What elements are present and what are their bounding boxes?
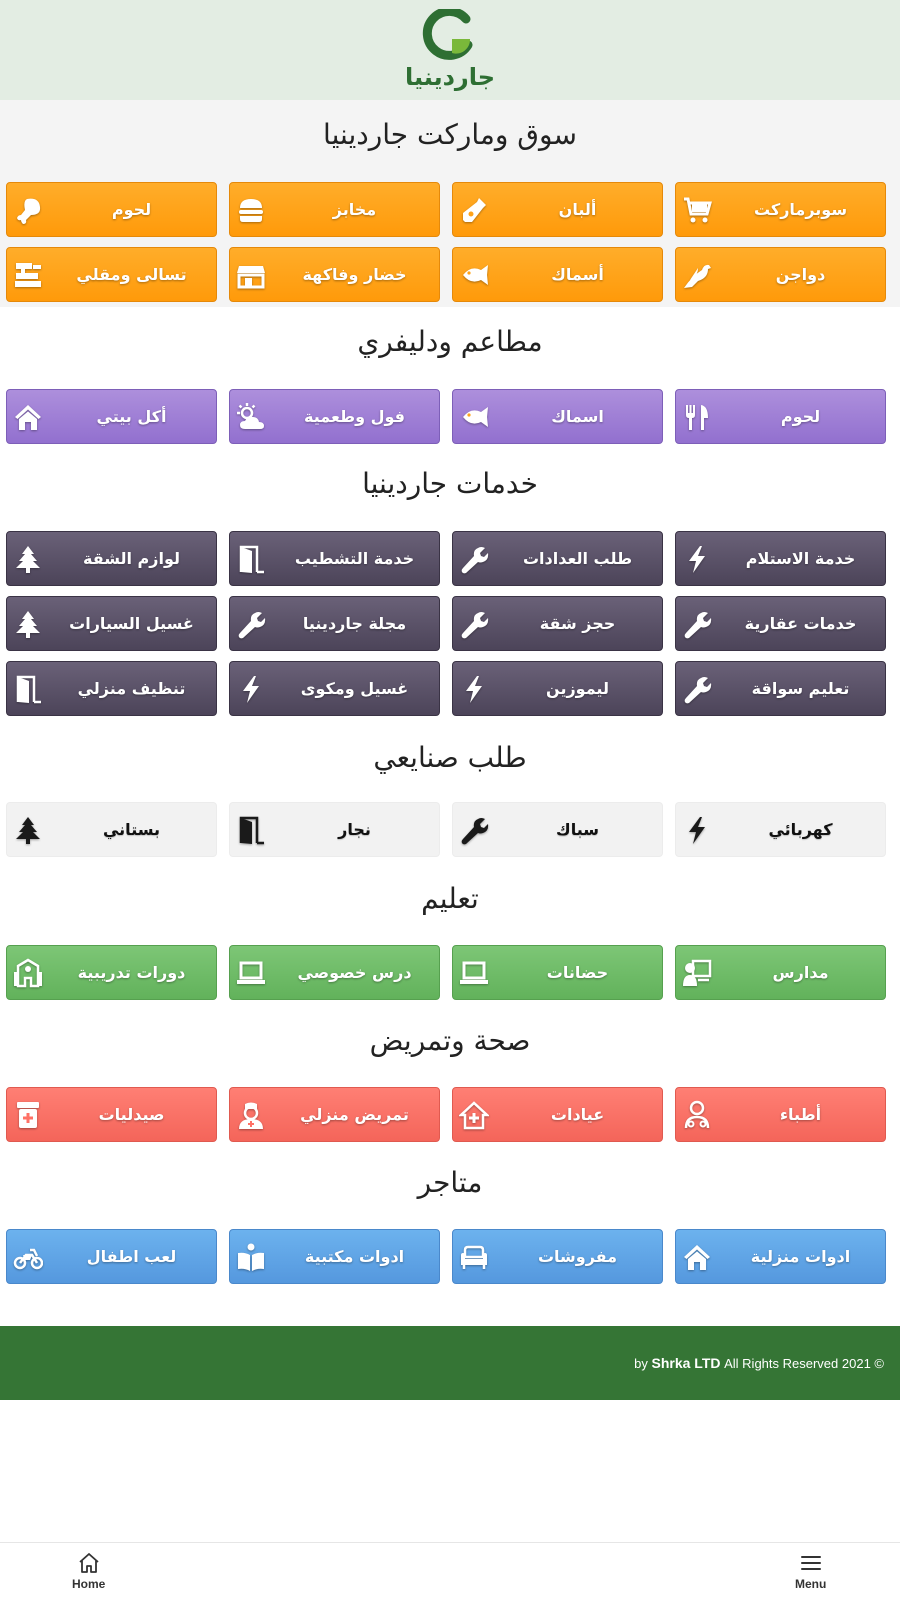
section-title: متاجر xyxy=(417,1166,483,1199)
category-button-label: لحوم xyxy=(780,407,821,426)
category-button[interactable] xyxy=(229,1087,440,1142)
laptop-icon xyxy=(236,958,266,988)
category-button-label: كهربائي xyxy=(768,820,833,839)
home-icon xyxy=(13,402,43,432)
cloud-sun-icon xyxy=(236,402,266,432)
category-button[interactable] xyxy=(675,247,886,302)
door-icon xyxy=(13,674,43,704)
category-button-label: لوازم الشقة xyxy=(82,549,181,568)
category-button-label: سباك xyxy=(556,820,599,839)
category-button[interactable] xyxy=(675,596,886,651)
bolt-icon xyxy=(236,674,266,704)
teacher-icon xyxy=(682,958,712,988)
logo-mark-icon xyxy=(422,9,476,63)
category-grid xyxy=(0,182,892,302)
category-button[interactable] xyxy=(452,1229,663,1284)
category-grid xyxy=(0,531,892,716)
category-button-label: ادوات منزلية xyxy=(750,1247,851,1266)
category-button-label: مدارس xyxy=(772,963,829,982)
category-button[interactable] xyxy=(6,802,217,857)
category-button-label: سوبرماركت xyxy=(753,200,848,219)
tree-icon xyxy=(13,544,43,574)
home-icon xyxy=(682,1242,712,1272)
footer-rights: All Rights Reserved 2021 © xyxy=(724,1355,884,1371)
category-button-label: غسيل السيارات xyxy=(69,614,194,633)
doctor-icon xyxy=(682,1100,712,1130)
footer-company[interactable]: Shrka LTD xyxy=(651,1355,721,1371)
category-button[interactable] xyxy=(452,182,663,237)
category-button-label: لحوم xyxy=(111,200,152,219)
category-button[interactable] xyxy=(6,531,217,586)
wrench-icon xyxy=(459,815,489,845)
category-button[interactable] xyxy=(229,389,440,444)
brand-logo[interactable] xyxy=(400,5,500,95)
category-button-label: خدمة الاستلام xyxy=(745,549,856,568)
brand-name: جاردينيا xyxy=(404,63,496,91)
header xyxy=(0,0,900,100)
category-button-label: ألبان xyxy=(558,200,597,219)
door-icon xyxy=(236,544,266,574)
pills-icon xyxy=(13,1100,43,1130)
category-grid xyxy=(0,945,892,1000)
cart-icon xyxy=(682,195,712,225)
hamburger-menu-icon xyxy=(799,1551,823,1575)
category-button[interactable] xyxy=(229,247,440,302)
category-button[interactable] xyxy=(452,247,663,302)
bird-icon xyxy=(682,260,712,290)
section-title: صحة وتمريض xyxy=(369,1024,531,1057)
category-button-label: مخابز xyxy=(332,200,377,219)
fish-icon xyxy=(459,260,489,290)
wrench-icon xyxy=(236,609,266,639)
school-icon xyxy=(13,958,43,988)
burger-icon xyxy=(236,195,266,225)
category-section xyxy=(0,307,900,450)
section-title: طلب صنايعي xyxy=(373,741,527,774)
nav-menu[interactable] xyxy=(795,1551,826,1591)
category-button[interactable] xyxy=(675,389,886,444)
tree-icon xyxy=(13,815,43,845)
category-button[interactable] xyxy=(229,802,440,857)
drumstick-icon xyxy=(13,195,43,225)
category-button-label: تنظيف منزلي xyxy=(77,679,186,698)
section-title: سوق وماركت جاردينيا xyxy=(323,118,577,151)
category-button-label: صيدليات xyxy=(98,1105,165,1124)
bolt-icon xyxy=(682,544,712,574)
category-button-label: لعب اطفال xyxy=(86,1247,177,1266)
book-icon xyxy=(236,1242,266,1272)
category-button-label: ليموزين xyxy=(546,679,609,698)
bolt-icon xyxy=(459,674,489,704)
motorcycle-icon xyxy=(13,1242,43,1272)
category-button[interactable] xyxy=(675,945,886,1000)
category-button[interactable] xyxy=(675,661,886,716)
category-button-label: اسماك xyxy=(551,407,604,426)
category-button[interactable] xyxy=(229,661,440,716)
category-button[interactable] xyxy=(452,1087,663,1142)
category-section xyxy=(0,863,900,1005)
category-button[interactable] xyxy=(452,389,663,444)
clinic-icon xyxy=(459,1100,489,1130)
wrench-icon xyxy=(459,609,489,639)
category-button-label: ادوات مكتبية xyxy=(304,1247,405,1266)
category-button-label: تسالى ومقلي xyxy=(76,265,187,284)
category-button[interactable] xyxy=(452,596,663,651)
category-button-label: خضار وفاكهة xyxy=(302,265,407,284)
category-grid xyxy=(0,1087,892,1142)
category-button-label: فول وطعمية xyxy=(304,407,405,426)
category-section xyxy=(0,1147,900,1289)
bottle-icon xyxy=(459,195,489,225)
footer xyxy=(0,1326,900,1400)
bottom-nav xyxy=(0,1542,900,1600)
section-title: مطاعم ودليفري xyxy=(357,325,543,358)
bolt-icon xyxy=(682,815,712,845)
nav-home-label: Home xyxy=(72,1577,106,1591)
category-grid xyxy=(0,389,892,444)
category-button-label: مجلة جاردينيا xyxy=(302,614,407,633)
wrench-icon xyxy=(682,674,712,704)
category-button[interactable] xyxy=(675,182,886,237)
category-button-label: دورات تدريبية xyxy=(77,963,186,982)
footer-prefix: by xyxy=(634,1355,648,1371)
wrench-icon xyxy=(682,609,712,639)
category-button-label: نجار xyxy=(338,820,371,839)
category-button-label: أطباء xyxy=(779,1105,822,1124)
category-button[interactable] xyxy=(6,596,217,651)
category-button-label: حجز شقة xyxy=(539,614,616,633)
category-button-label: أسماك xyxy=(551,265,604,284)
couch-icon xyxy=(459,1242,489,1272)
category-button-label: أكل بيتي xyxy=(96,407,167,426)
category-button[interactable] xyxy=(675,1229,886,1284)
category-section xyxy=(0,450,900,723)
category-button[interactable] xyxy=(452,531,663,586)
category-button[interactable] xyxy=(452,661,663,716)
category-button[interactable] xyxy=(229,182,440,237)
category-section xyxy=(0,723,900,863)
category-button[interactable] xyxy=(6,661,217,716)
wrench-icon xyxy=(459,544,489,574)
category-section xyxy=(0,1005,900,1147)
category-button[interactable] xyxy=(6,247,217,302)
home-icon xyxy=(77,1551,101,1575)
category-button[interactable] xyxy=(675,1087,886,1142)
category-button-label: خدمات عقارية xyxy=(744,614,857,633)
category-button[interactable] xyxy=(6,1087,217,1142)
nav-menu-label: Menu xyxy=(795,1577,827,1591)
category-grid xyxy=(0,802,892,857)
category-button[interactable] xyxy=(675,802,886,857)
category-button-label: مفروشات xyxy=(537,1247,618,1266)
category-button-label: خدمة التشطيب xyxy=(294,549,415,568)
tree-icon xyxy=(13,609,43,639)
category-button-label: طلب العدادات xyxy=(522,549,633,568)
category-button-label: غسيل ومكوى xyxy=(300,679,409,698)
cash-register-icon xyxy=(13,260,43,290)
category-button-label: بستاني xyxy=(102,820,161,839)
category-button[interactable] xyxy=(229,596,440,651)
category-button[interactable] xyxy=(229,531,440,586)
category-button[interactable] xyxy=(675,531,886,586)
nav-home[interactable] xyxy=(72,1551,105,1591)
category-button-label: عيادات xyxy=(550,1105,605,1124)
category-button[interactable] xyxy=(452,802,663,857)
fish-icon xyxy=(459,402,489,432)
door-icon xyxy=(236,815,266,845)
nurse-icon xyxy=(236,1100,266,1130)
category-button-label: تعليم سواقة xyxy=(751,679,850,698)
category-button[interactable] xyxy=(229,945,440,1000)
category-button-label: دواجن xyxy=(775,265,826,284)
category-button[interactable] xyxy=(452,945,663,1000)
category-button-label: حضانات xyxy=(546,963,609,982)
category-button[interactable] xyxy=(6,945,217,1000)
category-button[interactable] xyxy=(6,389,217,444)
category-button-label: تمريض منزلي xyxy=(300,1105,409,1124)
category-button[interactable] xyxy=(6,182,217,237)
section-title: خدمات جاردينيا xyxy=(362,467,538,500)
category-grid xyxy=(0,1229,892,1284)
store-icon xyxy=(236,260,266,290)
laptop-icon xyxy=(459,958,489,988)
category-button[interactable] xyxy=(229,1229,440,1284)
category-section xyxy=(0,100,900,307)
section-title: تعليم xyxy=(421,882,479,915)
utensils-icon xyxy=(682,402,712,432)
category-button-label: درس خصوصي xyxy=(297,963,412,982)
category-button[interactable] xyxy=(6,1229,217,1284)
